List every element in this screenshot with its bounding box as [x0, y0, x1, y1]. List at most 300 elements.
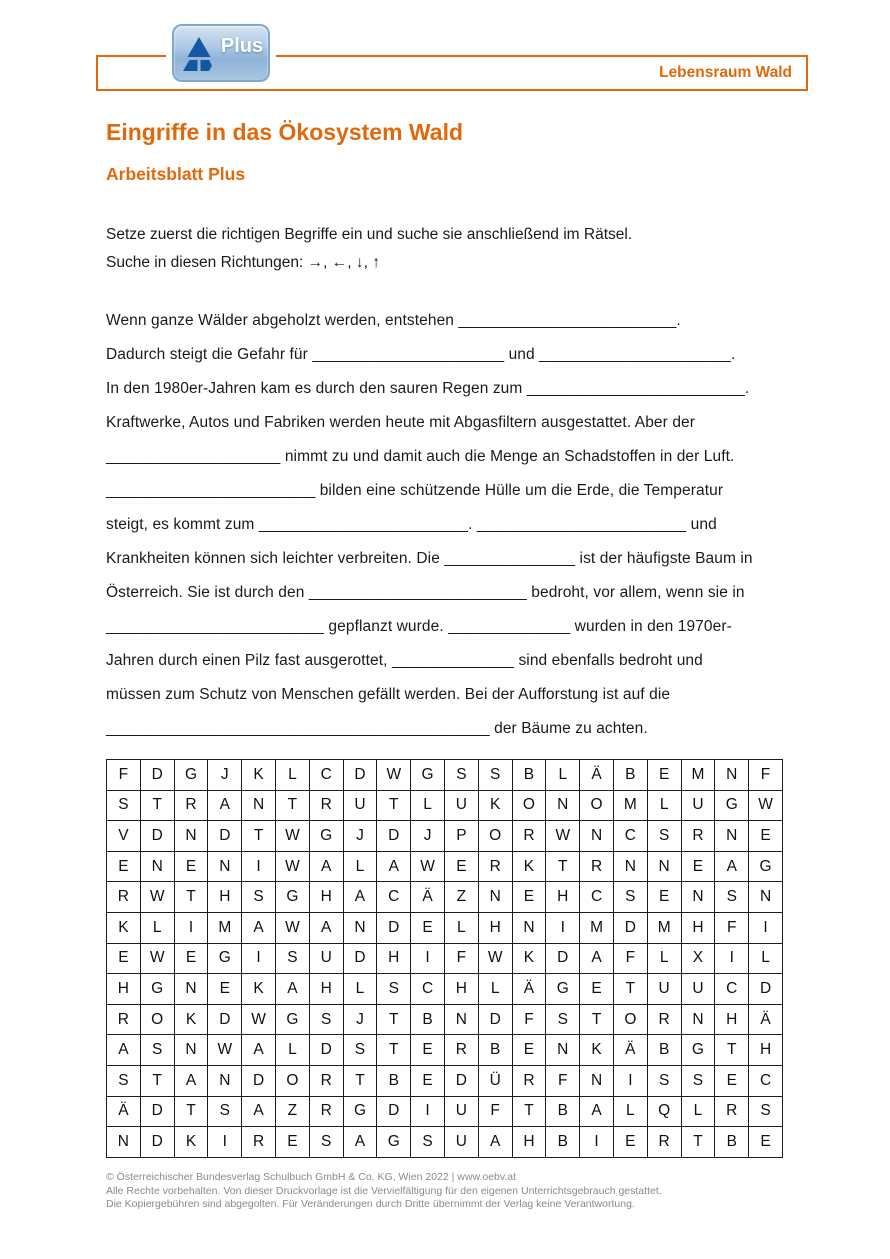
page-title: Eingriffe in das Ökosystem Wald [106, 119, 464, 145]
grid-cell: O [580, 790, 614, 821]
grid-cell: M [647, 912, 681, 943]
grid-cell: O [140, 1004, 174, 1035]
grid-cell: S [546, 1004, 580, 1035]
grid-cell: W [478, 943, 512, 974]
grid-cell: G [275, 882, 309, 913]
grid-cell: M [208, 912, 242, 943]
grid-cell: J [343, 1004, 377, 1035]
grid-cell: N [681, 1004, 715, 1035]
grid-cell: L [647, 790, 681, 821]
grid-cell: A [343, 882, 377, 913]
grid-cell: K [512, 943, 546, 974]
grid-cell: D [208, 1004, 242, 1035]
grid-cell: T [613, 974, 647, 1005]
fill-line: müssen zum Schutz von Menschen gefällt werden. Bei der Aufforstung ist auf die [106, 686, 671, 703]
grid-cell: H [309, 974, 343, 1005]
grid-cell: S [309, 1004, 343, 1035]
grid-cell: A [242, 1096, 276, 1127]
fill-line: steigt, es kommt zum ________________________. ________________________ und [106, 516, 717, 533]
grid-row [107, 821, 783, 852]
grid-cell: D [140, 821, 174, 852]
grid-cell: G [411, 760, 445, 791]
grid-cell: T [343, 1065, 377, 1096]
grid-row [107, 851, 783, 882]
grid-cell: E [208, 974, 242, 1005]
grid-cell: D [343, 943, 377, 974]
grid-cell: D [140, 1096, 174, 1127]
grid-cell: I [242, 943, 276, 974]
grid-cell: S [107, 1065, 141, 1096]
grid-cell: I [546, 912, 580, 943]
word-search-grid-body [107, 760, 783, 1158]
grid-cell: A [174, 1065, 208, 1096]
grid-cell: B [546, 1127, 580, 1158]
grid-cell: W [411, 851, 445, 882]
grid-cell: F [546, 1065, 580, 1096]
grid-cell: U [444, 790, 478, 821]
fill-line: ____________________ nimmt zu und damit auch die Menge an Schadstoffen in der Luft. [106, 448, 735, 465]
grid-cell: E [749, 1127, 783, 1158]
grid-cell: E [174, 943, 208, 974]
grid-cell: O [512, 790, 546, 821]
grid-cell: Z [444, 882, 478, 913]
grid-cell: F [107, 760, 141, 791]
grid-cell: T [377, 790, 411, 821]
grid-cell: L [343, 974, 377, 1005]
grid-cell: N [343, 912, 377, 943]
grid-cell: W [208, 1035, 242, 1066]
grid-cell: R [647, 1004, 681, 1035]
grid-cell: S [647, 1065, 681, 1096]
grid-cell: H [546, 882, 580, 913]
grid-cell: A [343, 1127, 377, 1158]
grid-row [107, 1004, 783, 1035]
fill-line: ________________________ bilden eine schützende Hülle um die Erde, die Temperatur [106, 482, 724, 499]
grid-cell: L [275, 760, 309, 791]
grid-cell: L [411, 790, 445, 821]
grid-cell: R [242, 1127, 276, 1158]
grid-cell: K [174, 1004, 208, 1035]
grid-cell: Ä [107, 1096, 141, 1127]
grid-cell: I [580, 1127, 614, 1158]
grid-cell: D [749, 974, 783, 1005]
grid-cell: W [546, 821, 580, 852]
grid-cell: C [377, 882, 411, 913]
grid-cell: K [580, 1035, 614, 1066]
grid-cell: G [309, 821, 343, 852]
grid-cell: R [444, 1035, 478, 1066]
grid-cell: E [411, 912, 445, 943]
grid-cell: H [309, 882, 343, 913]
grid-cell: E [512, 1035, 546, 1066]
grid-cell: L [140, 912, 174, 943]
grid-cell: I [613, 1065, 647, 1096]
fill-line: _________________________ gepflanzt wurde. ______________ wurden in den 1970er- [106, 618, 732, 635]
grid-cell: H [107, 974, 141, 1005]
grid-cell: U [444, 1127, 478, 1158]
grid-cell: H [715, 1004, 749, 1035]
grid-cell: L [749, 943, 783, 974]
grid-cell: H [681, 912, 715, 943]
grid-cell: T [140, 790, 174, 821]
grid-cell: Ä [580, 760, 614, 791]
grid-cell: S [478, 760, 512, 791]
grid-cell: T [512, 1096, 546, 1127]
grid-cell: S [647, 821, 681, 852]
grid-cell: D [377, 821, 411, 852]
grid-cell: N [546, 1035, 580, 1066]
grid-cell: N [444, 1004, 478, 1035]
instruction-line-1: Setze zuerst die richtigen Begriffe ein und suche sie anschließend im Rätsel. [106, 226, 633, 243]
grid-row [107, 882, 783, 913]
grid-cell: T [681, 1127, 715, 1158]
grid-cell: A [208, 790, 242, 821]
grid-cell: A [377, 851, 411, 882]
fill-line: Dadurch steigt die Gefahr für ______________________ und ______________________. [106, 346, 736, 363]
fill-line: Kraftwerke, Autos und Fabriken werden heute mit Abgasfiltern ausgestattet. Aber der [106, 414, 696, 431]
grid-cell: S [275, 943, 309, 974]
grid-cell: I [411, 943, 445, 974]
grid-cell: T [140, 1065, 174, 1096]
grid-cell: A [309, 851, 343, 882]
grid-cell: L [444, 912, 478, 943]
grid-cell: E [715, 1065, 749, 1096]
grid-row [107, 790, 783, 821]
grid-cell: N [208, 851, 242, 882]
grid-cell: S [377, 974, 411, 1005]
grid-cell: J [343, 821, 377, 852]
grid-cell: I [174, 912, 208, 943]
grid-cell: N [107, 1127, 141, 1158]
grid-cell: T [580, 1004, 614, 1035]
grid-row [107, 760, 783, 791]
grid-cell: S [749, 1096, 783, 1127]
grid-cell: L [478, 974, 512, 1005]
grid-cell: E [749, 821, 783, 852]
grid-cell: S [681, 1065, 715, 1096]
grid-cell: N [546, 790, 580, 821]
grid-cell: I [749, 912, 783, 943]
grid-cell: C [749, 1065, 783, 1096]
grid-cell: D [140, 760, 174, 791]
grid-cell: D [478, 1004, 512, 1035]
grid-cell: E [580, 974, 614, 1005]
grid-cell: Ä [749, 1004, 783, 1035]
grid-cell: N [242, 790, 276, 821]
grid-cell: R [107, 882, 141, 913]
fill-line: In den 1980er-Jahren kam es durch den sauren Regen zum _________________________. [106, 380, 750, 397]
grid-cell: A [478, 1127, 512, 1158]
grid-cell: A [242, 912, 276, 943]
grid-cell: O [613, 1004, 647, 1035]
grid-cell: N [580, 1065, 614, 1096]
grid-cell: L [613, 1096, 647, 1127]
grid-cell: D [613, 912, 647, 943]
grid-cell: A [242, 1035, 276, 1066]
grid-row [107, 1127, 783, 1158]
word-search-section [106, 759, 783, 1158]
grid-cell: M [613, 790, 647, 821]
grid-cell: T [377, 1035, 411, 1066]
grid-cell: R [478, 851, 512, 882]
grid-cell: W [275, 912, 309, 943]
fill-line: Jahren durch einen Pilz fast ausgerottet, ______________ sind ebenfalls bedroht und [106, 652, 703, 669]
grid-cell: T [275, 790, 309, 821]
grid-cell: R [309, 1096, 343, 1127]
grid-cell: N [749, 882, 783, 913]
grid-cell: S [411, 1127, 445, 1158]
grid-cell: B [411, 1004, 445, 1035]
footer-line-2: Alle Rechte vorbehalten. Von dieser Druckvorlage ist die Vervielfältigung für den eigenen Unterrichtsgebrauch gestattet. [106, 1184, 662, 1197]
grid-cell: N [208, 1065, 242, 1096]
grid-cell: B [715, 1127, 749, 1158]
grid-cell: E [275, 1127, 309, 1158]
grid-cell: H [444, 974, 478, 1005]
grid-cell: N [174, 821, 208, 852]
grid-cell: W [275, 821, 309, 852]
grid-cell: G [715, 790, 749, 821]
grid-cell: N [580, 821, 614, 852]
grid-cell: R [512, 1065, 546, 1096]
grid-cell: G [174, 760, 208, 791]
grid-cell: E [107, 943, 141, 974]
grid-cell: B [647, 1035, 681, 1066]
grid-cell: E [107, 851, 141, 882]
grid-cell: I [242, 851, 276, 882]
grid-cell: H [208, 882, 242, 913]
grid-cell: L [681, 1096, 715, 1127]
grid-cell: A [580, 1096, 614, 1127]
grid-cell: U [681, 974, 715, 1005]
grid-cell: Ä [613, 1035, 647, 1066]
grid-cell: A [107, 1035, 141, 1066]
grid-cell: F [444, 943, 478, 974]
grid-cell: G [749, 851, 783, 882]
grid-cell: N [647, 851, 681, 882]
grid-cell: G [377, 1127, 411, 1158]
grid-cell: A [580, 943, 614, 974]
grid-cell: E [411, 1065, 445, 1096]
grid-cell: K [512, 851, 546, 882]
grid-cell: A [309, 912, 343, 943]
grid-cell: D [309, 1035, 343, 1066]
grid-cell: B [512, 760, 546, 791]
grid-cell: R [681, 821, 715, 852]
grid-cell: G [208, 943, 242, 974]
grid-cell: R [647, 1127, 681, 1158]
grid-cell: F [715, 912, 749, 943]
grid-cell: K [242, 974, 276, 1005]
grid-cell: S [208, 1096, 242, 1127]
footer-line-3: Die Kopiergebühren sind abgegolten. Für Veränderungen durch Dritte übernimmt der Verlag keine Verantwortung. [106, 1198, 635, 1210]
grid-cell: F [749, 760, 783, 791]
grid-cell: J [411, 821, 445, 852]
grid-cell: I [411, 1096, 445, 1127]
grid-cell: N [715, 760, 749, 791]
banner-label: Lebensraum Wald [659, 64, 792, 81]
grid-cell: G [275, 1004, 309, 1035]
grid-cell: R [174, 790, 208, 821]
grid-cell: F [512, 1004, 546, 1035]
grid-cell: D [546, 943, 580, 974]
grid-cell: E [681, 851, 715, 882]
grid-cell: S [715, 882, 749, 913]
grid-cell: B [613, 760, 647, 791]
fill-line: ____________________________________________ der Bäume zu achten. [106, 720, 648, 737]
grid-cell: L [647, 943, 681, 974]
grid-cell: S [309, 1127, 343, 1158]
grid-cell: O [478, 821, 512, 852]
grid-cell: N [681, 882, 715, 913]
grid-cell: C [580, 882, 614, 913]
grid-cell: Z [275, 1096, 309, 1127]
grid-cell: G [546, 974, 580, 1005]
grid-cell: S [444, 760, 478, 791]
grid-cell: G [343, 1096, 377, 1127]
grid-cell: N [140, 851, 174, 882]
grid-cell: G [681, 1035, 715, 1066]
instructions-block [106, 221, 796, 277]
grid-cell: Ü [478, 1065, 512, 1096]
grid-cell: E [512, 882, 546, 913]
grid-cell: H [377, 943, 411, 974]
grid-cell: N [512, 912, 546, 943]
grid-cell: B [478, 1035, 512, 1066]
grid-cell: A [275, 974, 309, 1005]
grid-row [107, 1065, 783, 1096]
grid-cell: T [174, 882, 208, 913]
grid-cell: D [140, 1127, 174, 1158]
grid-cell: W [749, 790, 783, 821]
fill-line: Österreich. Sie ist durch den _________________________ bedroht, vor allem, wenn sie in [106, 584, 745, 601]
grid-cell: D [242, 1065, 276, 1096]
grid-row [107, 1035, 783, 1066]
grid-cell: S [140, 1035, 174, 1066]
grid-cell: Q [647, 1096, 681, 1127]
grid-row [107, 974, 783, 1005]
grid-cell: F [613, 943, 647, 974]
grid-cell: L [275, 1035, 309, 1066]
grid-cell: C [613, 821, 647, 852]
grid-cell: W [140, 882, 174, 913]
grid-cell: T [715, 1035, 749, 1066]
instruction-line-2: Suche in diesen Richtungen: →, ←, ↓, ↑ [106, 254, 380, 271]
grid-cell: R [309, 1065, 343, 1096]
grid-cell: W [377, 760, 411, 791]
grid-cell: L [343, 851, 377, 882]
grid-cell: E [411, 1035, 445, 1066]
grid-cell: I [208, 1127, 242, 1158]
grid-cell: W [140, 943, 174, 974]
grid-row [107, 943, 783, 974]
grid-cell: I [715, 943, 749, 974]
grid-cell: N [174, 1035, 208, 1066]
grid-cell: H [478, 912, 512, 943]
grid-cell: U [647, 974, 681, 1005]
grid-cell: D [444, 1065, 478, 1096]
grid-cell: M [580, 912, 614, 943]
page-subtitle: Arbeitsblatt Plus [106, 164, 246, 184]
grid-cell: D [343, 760, 377, 791]
grid-cell: E [647, 760, 681, 791]
grid-cell: F [478, 1096, 512, 1127]
grid-cell: U [343, 790, 377, 821]
grid-cell: U [444, 1096, 478, 1127]
grid-cell: E [647, 882, 681, 913]
grid-cell: C [309, 760, 343, 791]
grid-cell: K [242, 760, 276, 791]
grid-cell: K [174, 1127, 208, 1158]
grid-cell: P [444, 821, 478, 852]
grid-cell: R [309, 790, 343, 821]
grid-cell: O [275, 1065, 309, 1096]
grid-cell: C [411, 974, 445, 1005]
grid-cell: U [681, 790, 715, 821]
grid-cell: R [512, 821, 546, 852]
fill-in-paragraph [106, 304, 801, 746]
grid-cell: E [613, 1127, 647, 1158]
grid-cell: T [377, 1004, 411, 1035]
publisher-logo [172, 24, 270, 82]
grid-cell: E [174, 851, 208, 882]
grid-cell: B [377, 1065, 411, 1096]
grid-cell: D [377, 1096, 411, 1127]
grid-cell: B [546, 1096, 580, 1127]
grid-cell: N [174, 974, 208, 1005]
grid-cell: S [613, 882, 647, 913]
grid-cell: D [377, 912, 411, 943]
grid-cell: R [715, 1096, 749, 1127]
grid-cell: X [681, 943, 715, 974]
grid-cell: C [715, 974, 749, 1005]
logo-plus-label: Plus [220, 34, 264, 57]
grid-cell: R [580, 851, 614, 882]
grid-cell: H [749, 1035, 783, 1066]
grid-cell: V [107, 821, 141, 852]
grid-cell: G [140, 974, 174, 1005]
grid-cell: E [444, 851, 478, 882]
tree-triangle-icon [179, 33, 219, 77]
grid-cell: H [512, 1127, 546, 1158]
footer-line-1: © Österreichischer Bundesverlag Schulbuch GmbH & Co. KG, Wien 2022 | www.oebv.at [106, 1171, 517, 1183]
grid-cell: A [715, 851, 749, 882]
fill-line: Krankheiten können sich leichter verbreiten. Die _______________ ist der häufigste Baum in [106, 550, 753, 567]
copyright-footer [106, 1171, 806, 1212]
grid-cell: N [478, 882, 512, 913]
fill-line: Wenn ganze Wälder abgeholzt werden, entstehen _________________________. [106, 312, 681, 329]
grid-row [107, 912, 783, 943]
grid-cell: S [107, 790, 141, 821]
grid-cell: N [715, 821, 749, 852]
grid-cell: R [107, 1004, 141, 1035]
grid-cell: L [546, 760, 580, 791]
word-search-grid [106, 759, 783, 1158]
grid-cell: Ä [512, 974, 546, 1005]
grid-cell: U [309, 943, 343, 974]
grid-cell: J [208, 760, 242, 791]
grid-cell: N [613, 851, 647, 882]
grid-cell: S [242, 882, 276, 913]
grid-cell: K [478, 790, 512, 821]
grid-cell: T [242, 821, 276, 852]
grid-cell: T [174, 1096, 208, 1127]
grid-cell: D [208, 821, 242, 852]
grid-cell: S [343, 1035, 377, 1066]
grid-cell: T [546, 851, 580, 882]
grid-row [107, 1096, 783, 1127]
grid-cell: Ä [411, 882, 445, 913]
grid-cell: M [681, 760, 715, 791]
